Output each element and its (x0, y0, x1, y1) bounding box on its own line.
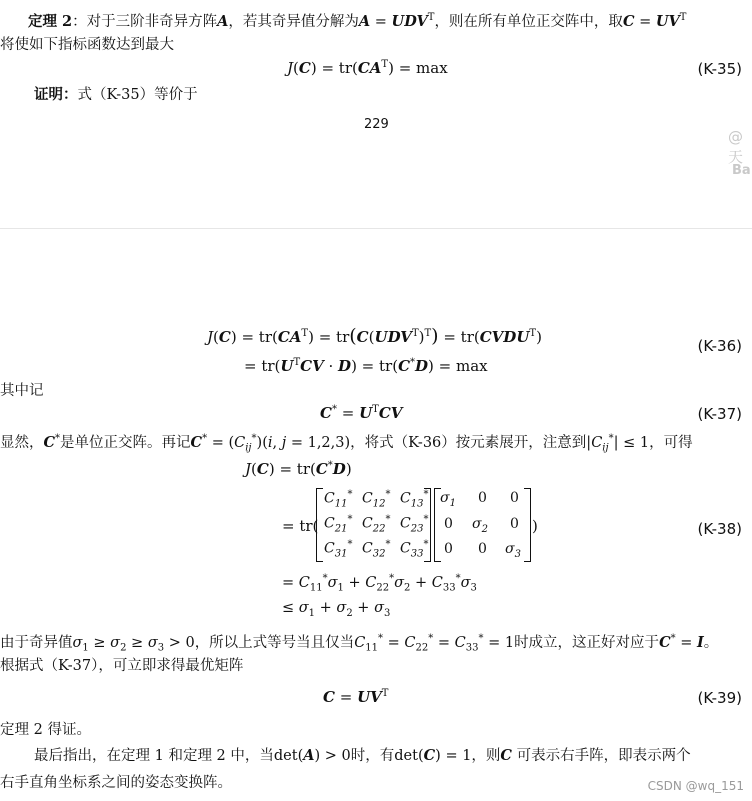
matrix-A-symbol: A (217, 12, 229, 30)
watermark-right-1: @天 (728, 128, 744, 166)
theorem2-line2: 将使如下指标函数达到最大 (0, 37, 174, 53)
matrix-c-cell: $C_{13}^*$ (400, 489, 429, 510)
since-text-c: 时成立，这正好对应于 (514, 634, 660, 651)
where-text: 其中记 (0, 383, 44, 399)
final-text-b: 时，有 (350, 748, 395, 764)
equation-label-k38: (K-38) (697, 520, 742, 538)
since-text-d: 。 (703, 634, 719, 651)
matrix-sigma-right-bracket (524, 488, 531, 562)
theorem2-label: 定理 2 (28, 12, 73, 30)
matrix-sigma-cell: 0 (478, 541, 487, 557)
choice-formula: C (622, 12, 635, 30)
equation-label-k35: (K-35) (697, 60, 742, 78)
matrix-sigma-cell: 0 (510, 516, 519, 532)
proof-label: 证明： (34, 86, 78, 103)
final-text-a: 最后指出，在定理 1 和定理 2 中，当 (34, 748, 274, 764)
matrix-c-cell: $C_{11}^*$ (324, 489, 353, 510)
equation-label-k37: (K-37) (697, 405, 742, 423)
theorem2-text-b: ，若其奇异值分解为 (228, 13, 359, 30)
equation-k36-line1: $J(C) = tr(CA^T) = tr(C(UDV^T)^T)$ = $tr(CVDU^T)$ (207, 325, 542, 347)
equation-k36-line2: = $tr(U^TCV \cdot D) = tr(C^*D) = \max$ (244, 357, 488, 375)
final-line: 最后指出，在定理 1 和定理 2 中，当det(A) > 0时，有det(C) = 1，则C 可表示右手阵，即表示两个 (34, 747, 691, 764)
page-divider (0, 228, 752, 229)
matrix-sigma-cell: $\sigma_3$ (505, 541, 521, 560)
matrix-sigma-cell: $\sigma_2$ (472, 516, 488, 535)
matrix-c-cell: $C_{12}^*$ (362, 489, 391, 510)
equation-k39: $C = UV^T$ (323, 688, 389, 706)
matrix-sigma-cell: 0 (444, 516, 453, 532)
matrix-c-cell: $C_{22}^*$ (362, 514, 391, 535)
matrix-c-left-bracket (316, 488, 323, 562)
equation-k38-line4: ≤ $\sigma_1 + \sigma_2 + \sigma_3$ (282, 600, 391, 619)
theorem2-line: 定理 2：对于三阶非奇异方阵A，若其奇异值分解为$A = UDV^T$，则在所有单位正交阵中，取$C = UV^T$ (28, 12, 687, 30)
matrix-c-cell: $C_{31}^*$ (324, 539, 353, 560)
matrix-sigma-cell: 0 (444, 541, 453, 557)
equation-k38-tr: = tr( (282, 517, 319, 535)
matrix-sigma-cell: 0 (478, 490, 487, 506)
since-text-a: 由于奇异值 (0, 634, 73, 651)
obvious-text-d: ，可得 (649, 434, 693, 451)
equation-k38-line1: J(C) = tr(C*D) (245, 460, 352, 478)
equation-k38-line3: = $C_{11}^*\sigma_1 + C_{22}^*\sigma_2 + C_{33}^*\sigma_3$ (282, 573, 477, 594)
proved-line: 定理 2 得证。 (0, 722, 91, 738)
from-eq-line: 根据式（K-37），可立即求得最优矩阵 (0, 658, 244, 674)
watermark-right-2: Ba (732, 163, 751, 178)
obvious-text-b: 是单位正交阵。再记 (60, 434, 191, 451)
footer-watermark: CSDN @wq_151 (647, 779, 744, 793)
equation-k37: $C^* = U^TCV$ (320, 404, 403, 422)
final-text-d: 可表示右手阵，即表示两个 (516, 748, 691, 764)
obvious-text-c: ，将式（K-36）按元素展开，注意到 (350, 434, 587, 451)
matrix-sigma-cell: $\sigma_1$ (440, 490, 456, 509)
matrix-c-cell: $C_{32}^*$ (362, 539, 391, 560)
proof-text: 式（K-35）等价于 (77, 87, 198, 103)
final-text-c: ，则 (471, 748, 501, 764)
since-text-b: ，所以上式等号当且仅当 (194, 634, 355, 651)
obvious-line: 显然，C*是单位正交阵。再记$C^* = (C_{ij}^*)(i$, j = 1,2,3)，将式（K-36）按元素展开，注意到$|C_{ij}^*| \le 1$，可得 (0, 433, 693, 454)
final-line2: 右手直角坐标系之间的姿态变换阵。 (0, 775, 232, 791)
equation-k38-close: ) (532, 517, 538, 535)
matrix-sigma-cell: 0 (510, 490, 519, 506)
theorem2-text-c: ，则在所有单位正交阵中，取 (434, 13, 623, 30)
svd-formula: A (358, 12, 371, 30)
matrix-c-cell: $C_{23}^*$ (400, 514, 429, 535)
proof-line (0, 85, 752, 105)
since-line: 由于奇异值$\sigma_1 \ge \sigma_2 \ge \sigma_3 > 0$，所以上式等号当且仅当$C_{11}^* = C_{22}^* = C_{33}^* = 1$时成立，这正好对应于C* = I。 (0, 633, 719, 654)
page-number: 229 (364, 117, 389, 132)
matrix-c-cell: $C_{33}^*$ (400, 539, 429, 560)
matrix-c-cell: $C_{21}^*$ (324, 514, 353, 535)
equation-k35: $J(C) = tr(CA^T) = \max$ (287, 59, 448, 77)
theorem2-text-a: ：对于三阶非奇异方阵 (72, 13, 218, 30)
obvious-text-a: 显然， (0, 434, 44, 451)
equation-label-k39: (K-39) (697, 689, 742, 707)
equation-label-k36: (K-36) (697, 337, 742, 355)
